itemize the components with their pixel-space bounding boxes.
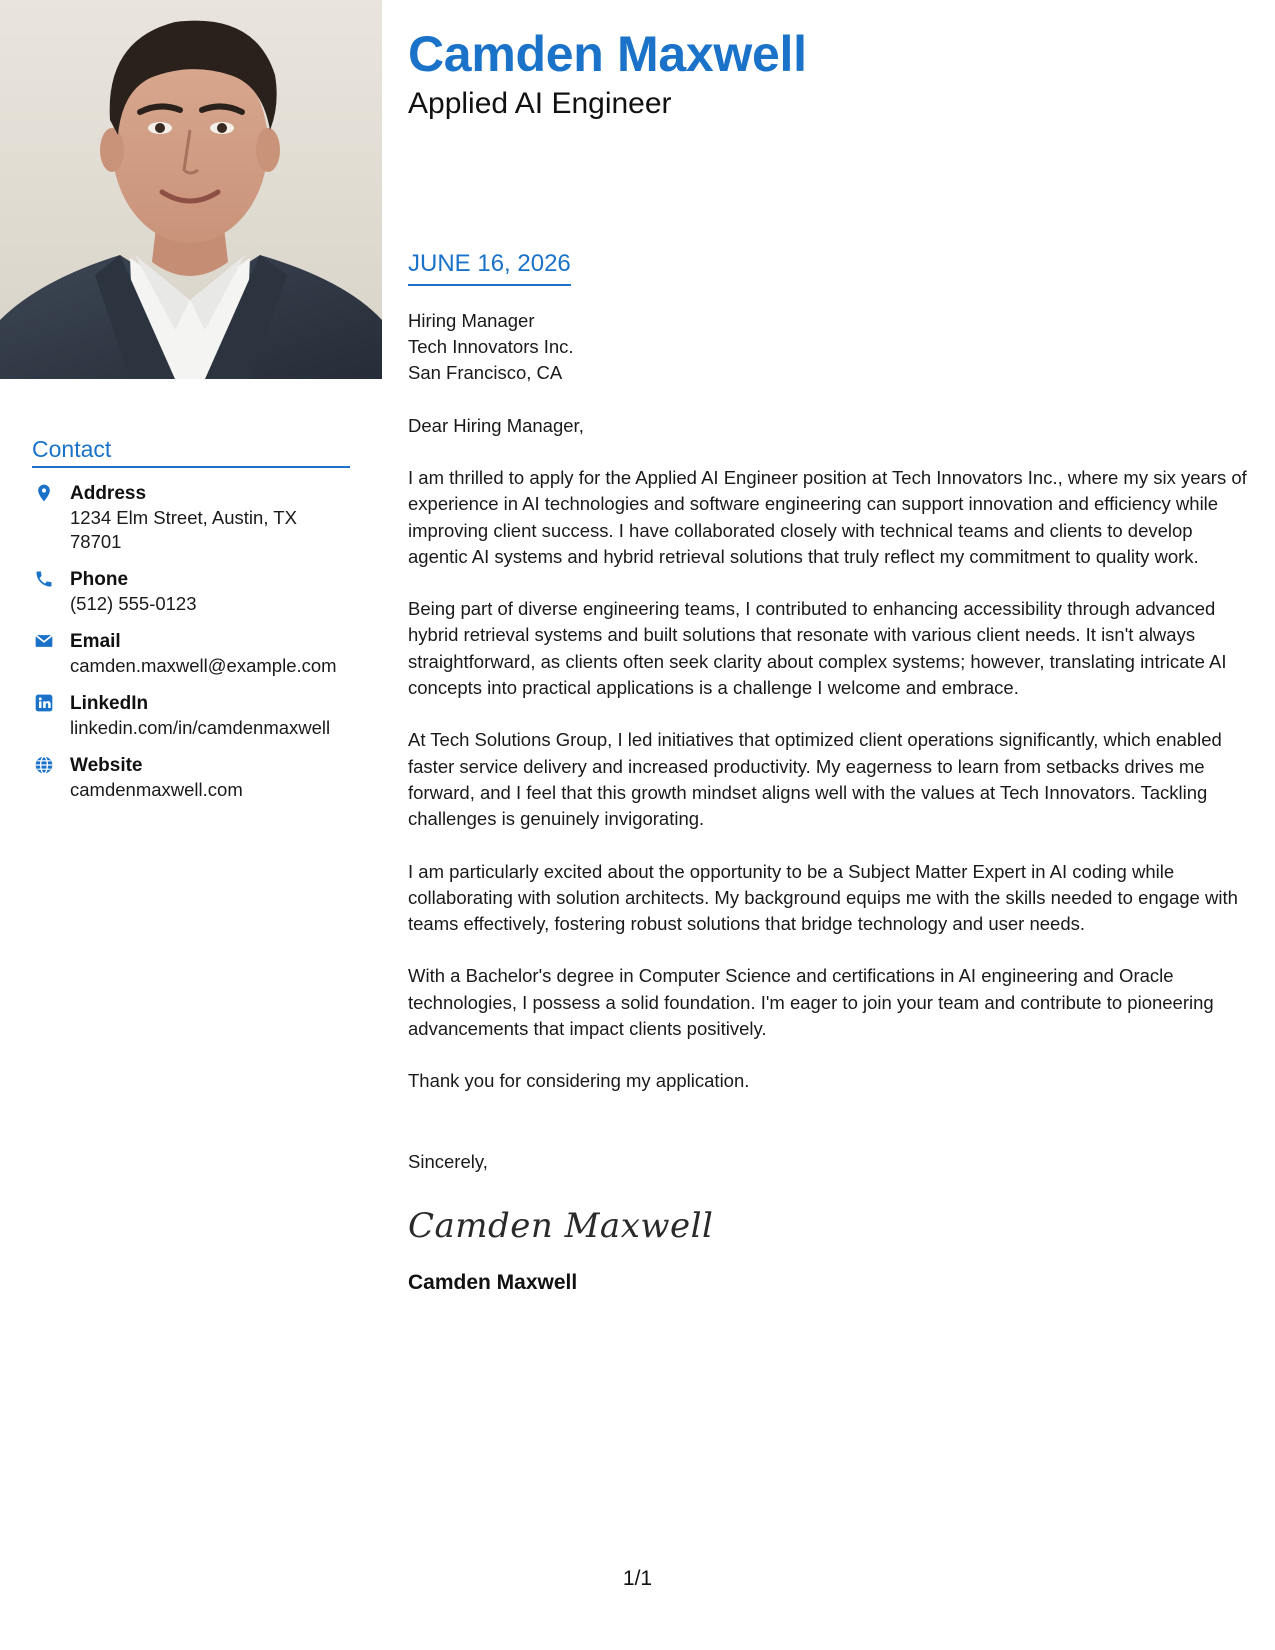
contact-sidebar bbox=[32, 436, 350, 816]
body-paragraph: At Tech Solutions Group, I led initiatives that optimized client operations significantly, which enabled faster service delivery and increased productivity. My eagerness to learn from setbacks drives me forward, and I feel that this growth mindset aligns well with the values at Tech Innovators. Tackling challenges is genuinely invigorating. bbox=[408, 729, 1222, 830]
contact-label: Website bbox=[70, 755, 143, 776]
email-link[interactable]: camden.maxwell@example.com bbox=[70, 655, 337, 676]
contact-item-phone bbox=[32, 568, 350, 616]
contact-list bbox=[32, 482, 350, 802]
contact-label: Address bbox=[70, 483, 147, 504]
job-title: Applied AI Engineer bbox=[408, 87, 672, 120]
address-value: 1234 Elm Street, Austin, TX 78701 bbox=[70, 507, 297, 552]
contact-label: Phone bbox=[70, 569, 129, 590]
contact-item-email bbox=[32, 630, 350, 678]
body-paragraph: I am particularly excited about the opportunity to be a Subject Matter Expert in AI coding while collaborating with solution architects. My background equips me with the skills needed to engage with teams effectively, fostering robust solutions that bridge technology and user needs. bbox=[408, 860, 1238, 935]
contact-label: Email bbox=[70, 631, 121, 652]
contact-heading: Contact bbox=[32, 436, 350, 468]
body-paragraph: Thank you for considering my application. bbox=[408, 1070, 750, 1092]
phone-value: (512) 555-0123 bbox=[70, 593, 197, 614]
website-link[interactable]: camdenmaxwell.com bbox=[70, 779, 243, 800]
location-pin-icon bbox=[34, 483, 54, 503]
signer-name: Camden Maxwell bbox=[408, 1270, 578, 1294]
recipient-line: San Francisco, CA bbox=[408, 362, 563, 383]
page-number: 1/1 bbox=[622, 1567, 653, 1590]
contact-item-linkedin bbox=[32, 692, 350, 740]
body-paragraph: Being part of diverse engineering teams, I contributed to enhancing accessibility through advanced hybrid retrieval systems and built solutions that resonate with various client needs. It isn't always straightforward, as clients often seek clarity about complex systems; however, translating intricate AI concepts into practical applications is a challenge I welcome and embrace. bbox=[408, 598, 1227, 699]
contact-item-address bbox=[32, 482, 350, 554]
globe-icon bbox=[34, 755, 54, 775]
contact-label: LinkedIn bbox=[70, 693, 149, 714]
linkedin-link[interactable]: linkedin.com/in/camdenmaxwell bbox=[70, 717, 331, 738]
letter-date: JUNE 16, 2026 bbox=[408, 250, 571, 286]
profile-photo bbox=[0, 0, 382, 379]
linkedin-icon bbox=[34, 693, 54, 713]
recipient-block bbox=[408, 308, 1253, 386]
contact-item-website bbox=[32, 754, 350, 802]
salutation: Dear Hiring Manager, bbox=[408, 415, 584, 436]
body-paragraph: With a Bachelor's degree in Computer Science and certifications in AI engineering and Oracle technologies, I possess a solid foundation. I'm eager to join your team and contribute to pioneering advancements that impact clients positively. bbox=[408, 965, 1214, 1040]
handwritten-signature: Camden Maxwell bbox=[408, 1205, 714, 1246]
closing: Sincerely, bbox=[408, 1150, 488, 1172]
applicant-name: Camden Maxwell bbox=[408, 26, 807, 82]
email-icon bbox=[34, 631, 54, 651]
body-paragraph: I am thrilled to apply for the Applied AI Engineer position at Tech Innovators Inc., where my six years of experience in AI technologies and software engineering can support innovation and efficiency while improving client success. I have collaborated closely with technical teams and clients to develop agentic AI systems and hybrid retrieval solutions that truly reflect my commitment to quality work. bbox=[408, 467, 1247, 567]
phone-icon bbox=[34, 569, 54, 589]
recipient-line: Tech Innovators Inc. bbox=[408, 336, 574, 357]
portrait-image bbox=[0, 0, 382, 379]
letter-body bbox=[408, 22, 1253, 1295]
recipient-line: Hiring Manager bbox=[408, 310, 535, 331]
